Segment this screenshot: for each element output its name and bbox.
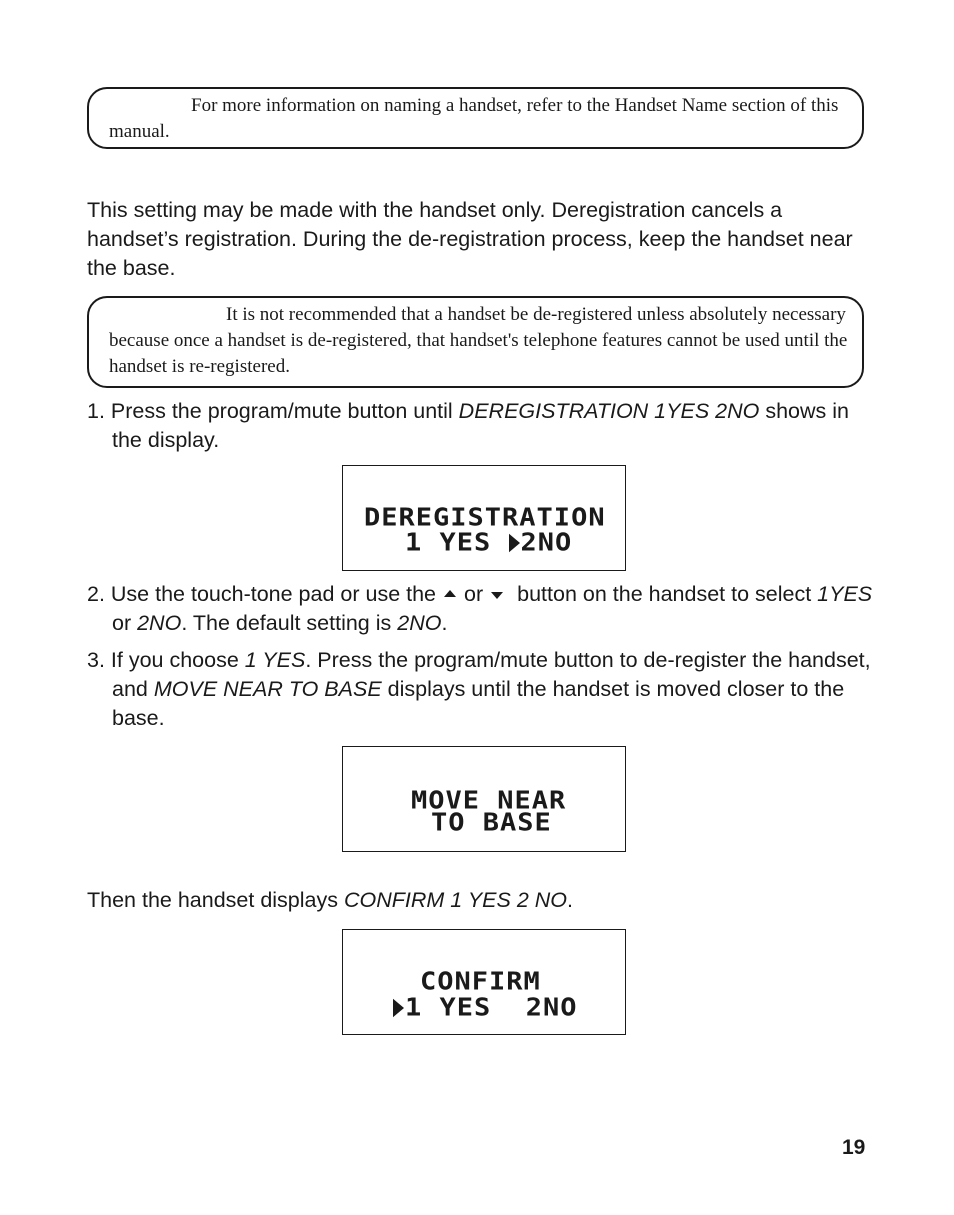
step-text: 1. Press the program/mute button until <box>87 399 459 423</box>
step-italic: 2NO <box>397 611 442 635</box>
step-italic: 2NO <box>137 611 182 635</box>
down-arrow-icon <box>491 592 503 599</box>
step-text: shows in the display. <box>112 399 849 452</box>
step-italic: 1 YES <box>244 648 306 672</box>
step-text: . The default setting is <box>181 611 398 635</box>
lcd-line-2 <box>343 995 625 1021</box>
lcd-line-2: TO BASE <box>431 808 552 837</box>
lcd-line-1: MOVE NEAR <box>411 786 567 815</box>
step-italic: 1YES <box>817 582 873 606</box>
lcd-text: 1 YES 2NO <box>405 993 578 1022</box>
lcd-line-1: CONFIRM <box>420 967 541 996</box>
note-text: For more information on naming a handset, refer to the Handset Name section of this manual. <box>109 95 839 142</box>
lcd-text: 1 YES <box>405 528 509 557</box>
step-text: displays until the handset is moved closer to the base. <box>112 677 845 730</box>
then-text: . <box>567 888 573 912</box>
pointer-icon <box>509 534 520 552</box>
intro-paragraph: This setting may be made with the handset only. Deregistration cancels a handset’s registration. During the de-registration process, keep the handset near the base. <box>87 198 853 280</box>
step-text: 3. If you choose <box>87 648 245 672</box>
step-italic: MOVE NEAR TO BASE <box>153 677 382 701</box>
step-3 <box>87 646 877 733</box>
note-box-deregister-warning <box>87 296 864 388</box>
lcd-display-deregistration <box>342 465 626 571</box>
step-1 <box>87 397 877 455</box>
pointer-icon <box>393 999 404 1017</box>
lcd-line-1: DEREGISTRATION <box>364 503 606 532</box>
step-text: button on the handset to select <box>517 582 818 606</box>
lcd-text: 2NO <box>520 528 573 557</box>
then-italic: CONFIRM 1 YES 2 NO <box>343 888 567 912</box>
then-paragraph <box>87 886 877 915</box>
up-arrow-icon <box>444 590 456 597</box>
note-text: It is not recommended that a handset be de-registered unless absolutely necessary because once a handset is de-registered, that handset's telephone features cannot be used until the handset is re-registered. <box>109 304 848 377</box>
note-box-naming <box>87 87 864 149</box>
step-2 <box>87 580 877 638</box>
step-text: 2. Use the touch-tone pad or use the <box>87 582 437 606</box>
step-text: . Press the program/mute button to de-register the handset, and <box>112 648 871 701</box>
page-number: 19 <box>842 1136 866 1159</box>
step-text: or <box>464 582 484 606</box>
step-italic: DEREGISTRATION 1YES 2NO <box>458 399 760 423</box>
lcd-line-2 <box>343 530 625 556</box>
then-text: Then the handset displays <box>87 888 344 912</box>
step-text: . <box>441 611 448 635</box>
lcd-display-move-near <box>342 746 626 852</box>
lcd-display-confirm <box>342 929 626 1035</box>
step-text: or <box>112 611 138 635</box>
